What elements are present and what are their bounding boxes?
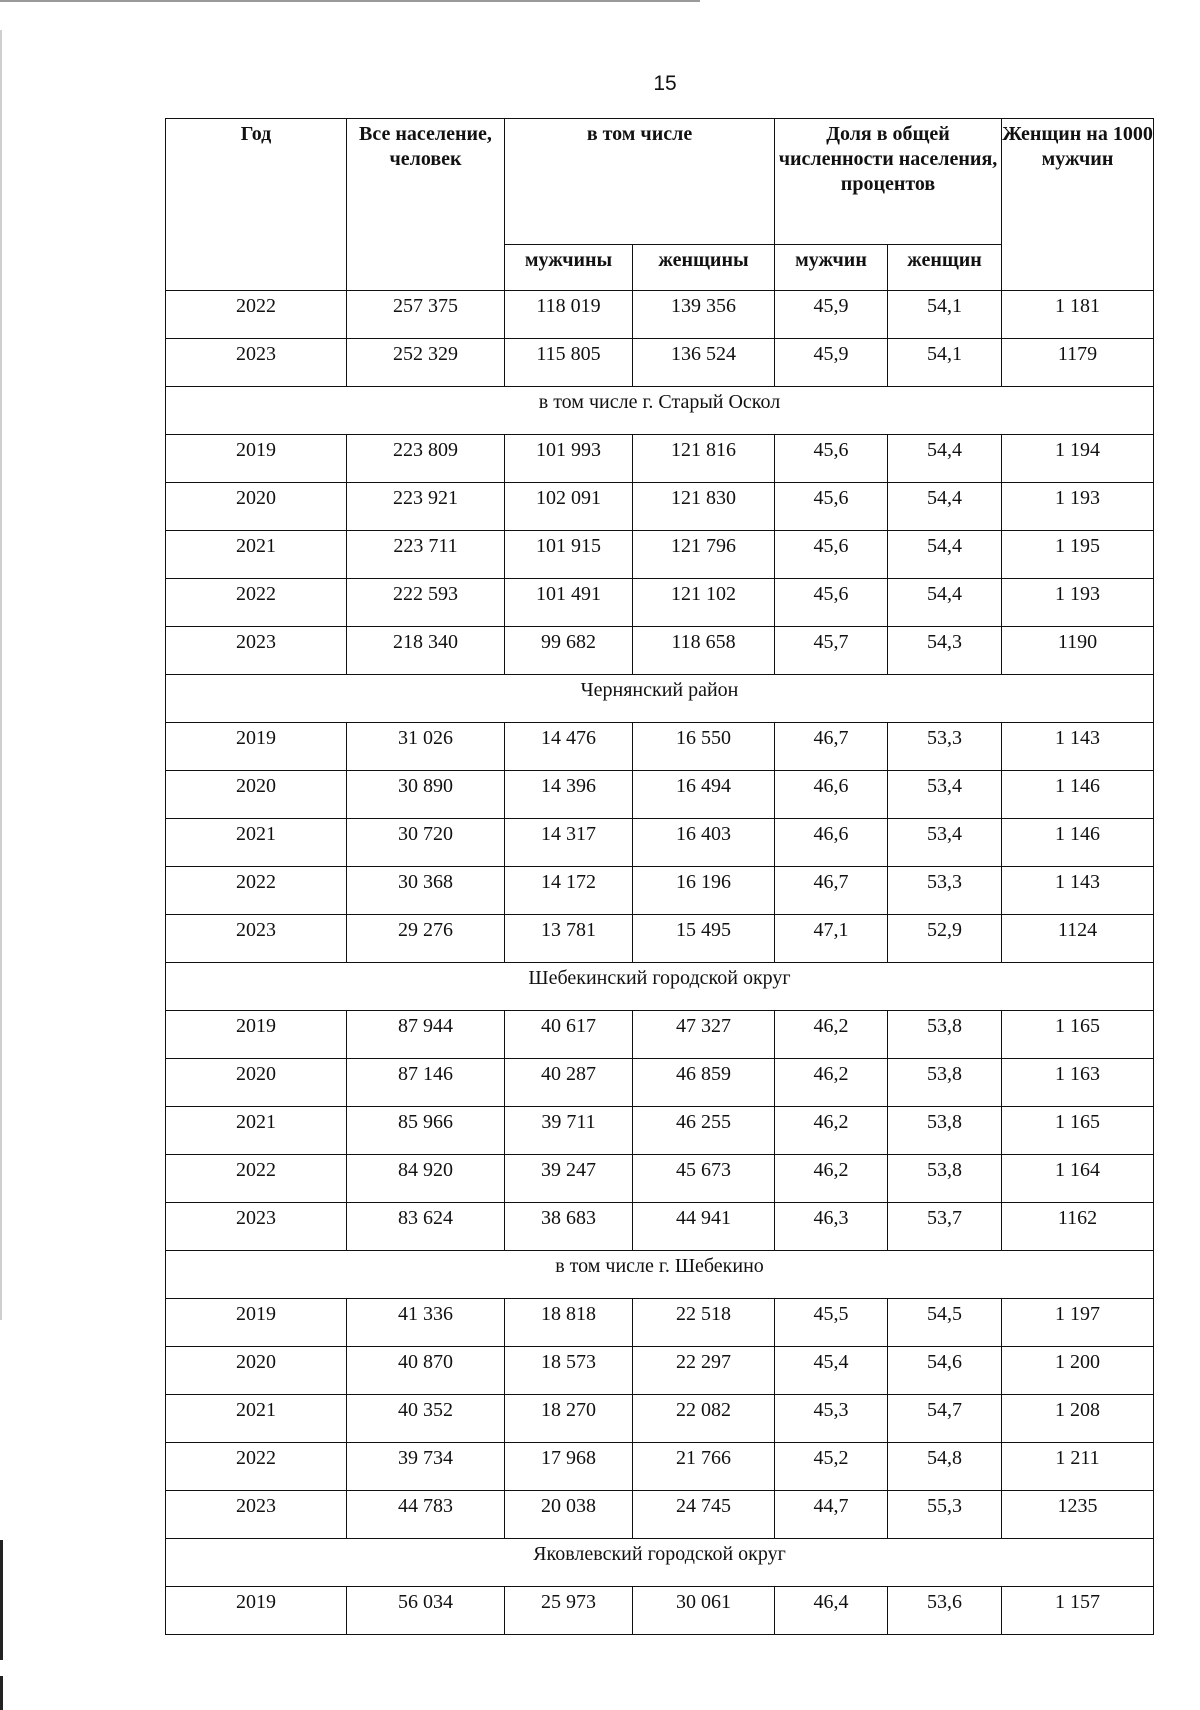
cell-men: 101 491 <box>505 579 633 627</box>
cell-total-population: 85 966 <box>347 1107 505 1155</box>
table-row <box>166 627 1154 675</box>
cell-men: 25 973 <box>505 1587 633 1635</box>
cell-total-population: 31 026 <box>347 723 505 771</box>
cell-total-population: 39 734 <box>347 1443 505 1491</box>
cell-men: 39 247 <box>505 1155 633 1203</box>
cell-total-population: 83 624 <box>347 1203 505 1251</box>
table-row <box>166 1011 1154 1059</box>
cell-share-men: 46,3 <box>775 1203 888 1251</box>
cell-share-women: 54,8 <box>888 1443 1002 1491</box>
table-row <box>166 1491 1154 1539</box>
scan-edge-top <box>0 0 700 2</box>
cell-men: 14 476 <box>505 723 633 771</box>
section-title: Яковлевский городской округ <box>166 1539 1154 1587</box>
cell-women-per-1000-men: 1 211 <box>1002 1443 1154 1491</box>
cell-year: 2023 <box>166 1491 347 1539</box>
cell-year: 2023 <box>166 339 347 387</box>
cell-total-population: 30 720 <box>347 819 505 867</box>
cell-women-per-1000-men: 1 143 <box>1002 867 1154 915</box>
cell-year: 2021 <box>166 1395 347 1443</box>
cell-year: 2019 <box>166 1011 347 1059</box>
cell-year: 2023 <box>166 627 347 675</box>
population-table <box>165 118 1154 1635</box>
cell-share-men: 45,6 <box>775 435 888 483</box>
cell-women-per-1000-men: 1 208 <box>1002 1395 1154 1443</box>
cell-share-men: 46,2 <box>775 1059 888 1107</box>
cell-share-women: 54,6 <box>888 1347 1002 1395</box>
cell-share-men: 46,7 <box>775 867 888 915</box>
cell-men: 14 396 <box>505 771 633 819</box>
cell-share-women: 54,5 <box>888 1299 1002 1347</box>
scan-binding-mark <box>0 1540 3 1660</box>
cell-share-men: 45,6 <box>775 579 888 627</box>
cell-women: 30 061 <box>633 1587 775 1635</box>
cell-share-women: 54,7 <box>888 1395 1002 1443</box>
cell-women: 47 327 <box>633 1011 775 1059</box>
cell-share-women: 53,3 <box>888 723 1002 771</box>
cell-men: 118 019 <box>505 291 633 339</box>
cell-men: 17 968 <box>505 1443 633 1491</box>
cell-year: 2021 <box>166 1107 347 1155</box>
cell-women: 121 796 <box>633 531 775 579</box>
cell-share-men: 45,3 <box>775 1395 888 1443</box>
section-row <box>166 963 1154 1011</box>
cell-year: 2023 <box>166 1203 347 1251</box>
cell-share-women: 55,3 <box>888 1491 1002 1539</box>
cell-share-men: 46,2 <box>775 1107 888 1155</box>
cell-year: 2019 <box>166 435 347 483</box>
cell-year: 2022 <box>166 579 347 627</box>
cell-total-population: 29 276 <box>347 915 505 963</box>
cell-share-women: 53,7 <box>888 1203 1002 1251</box>
cell-total-population: 40 870 <box>347 1347 505 1395</box>
table-row <box>166 1107 1154 1155</box>
scan-binding-mark <box>0 1676 3 1710</box>
cell-women: 118 658 <box>633 627 775 675</box>
cell-men: 40 617 <box>505 1011 633 1059</box>
cell-total-population: 40 352 <box>347 1395 505 1443</box>
cell-women: 46 255 <box>633 1107 775 1155</box>
cell-year: 2022 <box>166 1155 347 1203</box>
header-year: Год <box>166 119 347 291</box>
cell-women-per-1000-men: 1 163 <box>1002 1059 1154 1107</box>
cell-women-per-1000-men: 1235 <box>1002 1491 1154 1539</box>
cell-share-men: 45,2 <box>775 1443 888 1491</box>
cell-share-women: 54,4 <box>888 435 1002 483</box>
cell-total-population: 30 890 <box>347 771 505 819</box>
header-men: мужчины <box>505 245 633 291</box>
cell-women: 22 518 <box>633 1299 775 1347</box>
section-row <box>166 1251 1154 1299</box>
cell-share-men: 46,2 <box>775 1155 888 1203</box>
table-row <box>166 435 1154 483</box>
cell-total-population: 87 944 <box>347 1011 505 1059</box>
cell-men: 40 287 <box>505 1059 633 1107</box>
cell-share-women: 52,9 <box>888 915 1002 963</box>
cell-women-per-1000-men: 1 146 <box>1002 771 1154 819</box>
header-share-women: женщин <box>888 245 1002 291</box>
table-row <box>166 1155 1154 1203</box>
cell-men: 18 573 <box>505 1347 633 1395</box>
cell-share-men: 45,4 <box>775 1347 888 1395</box>
header-share-men: мужчин <box>775 245 888 291</box>
cell-total-population: 56 034 <box>347 1587 505 1635</box>
cell-share-women: 54,4 <box>888 483 1002 531</box>
cell-women: 22 297 <box>633 1347 775 1395</box>
cell-total-population: 223 809 <box>347 435 505 483</box>
cell-share-women: 54,4 <box>888 531 1002 579</box>
table-row <box>166 867 1154 915</box>
cell-total-population: 218 340 <box>347 627 505 675</box>
cell-women: 121 102 <box>633 579 775 627</box>
cell-women: 139 356 <box>633 291 775 339</box>
cell-women-per-1000-men: 1 194 <box>1002 435 1154 483</box>
table-row <box>166 483 1154 531</box>
cell-women: 44 941 <box>633 1203 775 1251</box>
section-title: Шебекинский городской округ <box>166 963 1154 1011</box>
cell-women-per-1000-men: 1190 <box>1002 627 1154 675</box>
cell-total-population: 252 329 <box>347 339 505 387</box>
section-row <box>166 1539 1154 1587</box>
cell-women: 16 196 <box>633 867 775 915</box>
table-row <box>166 915 1154 963</box>
cell-women: 121 816 <box>633 435 775 483</box>
header-women: женщины <box>633 245 775 291</box>
cell-women-per-1000-men: 1 165 <box>1002 1011 1154 1059</box>
cell-men: 115 805 <box>505 339 633 387</box>
cell-men: 14 317 <box>505 819 633 867</box>
cell-total-population: 41 336 <box>347 1299 505 1347</box>
cell-women: 22 082 <box>633 1395 775 1443</box>
cell-women-per-1000-men: 1 193 <box>1002 483 1154 531</box>
cell-women-per-1000-men: 1124 <box>1002 915 1154 963</box>
header-total-population: Все население, человек <box>347 119 505 291</box>
cell-men: 102 091 <box>505 483 633 531</box>
cell-women-per-1000-men: 1179 <box>1002 339 1154 387</box>
cell-share-men: 44,7 <box>775 1491 888 1539</box>
table-row <box>166 819 1154 867</box>
table-row <box>166 1395 1154 1443</box>
cell-women-per-1000-men: 1 165 <box>1002 1107 1154 1155</box>
table-row <box>166 1203 1154 1251</box>
section-title: в том числе г. Старый Оскол <box>166 387 1154 435</box>
cell-women-per-1000-men: 1 146 <box>1002 819 1154 867</box>
section-title: в том числе г. Шебекино <box>166 1251 1154 1299</box>
cell-women: 24 745 <box>633 1491 775 1539</box>
table-row <box>166 1443 1154 1491</box>
cell-share-women: 53,6 <box>888 1587 1002 1635</box>
cell-women-per-1000-men: 1 200 <box>1002 1347 1154 1395</box>
table-row <box>166 1299 1154 1347</box>
cell-men: 18 818 <box>505 1299 633 1347</box>
section-row <box>166 387 1154 435</box>
cell-year: 2021 <box>166 531 347 579</box>
header-women-per-1000-men: Женщин на 1000 мужчин <box>1002 119 1154 291</box>
page-number: 15 <box>653 72 677 95</box>
section-title: Чернянский район <box>166 675 1154 723</box>
cell-share-men: 45,6 <box>775 483 888 531</box>
cell-share-women: 54,1 <box>888 339 1002 387</box>
cell-women: 136 524 <box>633 339 775 387</box>
cell-men: 99 682 <box>505 627 633 675</box>
cell-share-women: 54,1 <box>888 291 1002 339</box>
cell-year: 2019 <box>166 723 347 771</box>
cell-women-per-1000-men: 1 197 <box>1002 1299 1154 1347</box>
cell-women: 21 766 <box>633 1443 775 1491</box>
cell-year: 2019 <box>166 1587 347 1635</box>
table-row <box>166 339 1154 387</box>
table-row <box>166 579 1154 627</box>
cell-women-per-1000-men: 1 164 <box>1002 1155 1154 1203</box>
table-row <box>166 771 1154 819</box>
cell-men: 38 683 <box>505 1203 633 1251</box>
cell-share-women: 54,3 <box>888 627 1002 675</box>
cell-women: 16 550 <box>633 723 775 771</box>
table-row <box>166 1059 1154 1107</box>
cell-men: 101 993 <box>505 435 633 483</box>
cell-total-population: 223 921 <box>347 483 505 531</box>
cell-women-per-1000-men: 1 157 <box>1002 1587 1154 1635</box>
cell-year: 2020 <box>166 1347 347 1395</box>
cell-year: 2020 <box>166 1059 347 1107</box>
cell-share-women: 53,8 <box>888 1011 1002 1059</box>
cell-share-women: 53,8 <box>888 1155 1002 1203</box>
cell-women-per-1000-men: 1 181 <box>1002 291 1154 339</box>
cell-women: 121 830 <box>633 483 775 531</box>
cell-men: 101 915 <box>505 531 633 579</box>
cell-total-population: 84 920 <box>347 1155 505 1203</box>
table-header <box>166 119 1154 291</box>
header-including: в том числе <box>505 119 775 245</box>
cell-year: 2023 <box>166 915 347 963</box>
cell-total-population: 87 146 <box>347 1059 505 1107</box>
cell-total-population: 223 711 <box>347 531 505 579</box>
cell-year: 2022 <box>166 1443 347 1491</box>
table-row <box>166 1587 1154 1635</box>
cell-men: 20 038 <box>505 1491 633 1539</box>
cell-share-women: 53,8 <box>888 1107 1002 1155</box>
cell-women-per-1000-men: 1 193 <box>1002 579 1154 627</box>
cell-women: 16 403 <box>633 819 775 867</box>
cell-share-men: 46,7 <box>775 723 888 771</box>
cell-total-population: 44 783 <box>347 1491 505 1539</box>
cell-share-men: 45,9 <box>775 291 888 339</box>
cell-women: 45 673 <box>633 1155 775 1203</box>
cell-share-men: 46,4 <box>775 1587 888 1635</box>
cell-share-men: 45,5 <box>775 1299 888 1347</box>
cell-share-women: 53,8 <box>888 1059 1002 1107</box>
scan-edge-left <box>0 30 2 1320</box>
table-row <box>166 1347 1154 1395</box>
section-row <box>166 675 1154 723</box>
cell-year: 2022 <box>166 867 347 915</box>
cell-men: 13 781 <box>505 915 633 963</box>
cell-share-women: 53,4 <box>888 771 1002 819</box>
cell-share-men: 47,1 <box>775 915 888 963</box>
cell-women: 16 494 <box>633 771 775 819</box>
table-row <box>166 723 1154 771</box>
cell-total-population: 257 375 <box>347 291 505 339</box>
cell-share-men: 45,9 <box>775 339 888 387</box>
cell-share-women: 53,4 <box>888 819 1002 867</box>
cell-share-men: 45,7 <box>775 627 888 675</box>
cell-share-men: 46,2 <box>775 1011 888 1059</box>
cell-year: 2021 <box>166 819 347 867</box>
cell-share-women: 53,3 <box>888 867 1002 915</box>
cell-year: 2019 <box>166 1299 347 1347</box>
cell-men: 18 270 <box>505 1395 633 1443</box>
cell-women-per-1000-men: 1 143 <box>1002 723 1154 771</box>
cell-share-men: 46,6 <box>775 819 888 867</box>
cell-men: 39 711 <box>505 1107 633 1155</box>
cell-women-per-1000-men: 1162 <box>1002 1203 1154 1251</box>
cell-women: 46 859 <box>633 1059 775 1107</box>
cell-share-women: 54,4 <box>888 579 1002 627</box>
cell-total-population: 222 593 <box>347 579 505 627</box>
table-row <box>166 531 1154 579</box>
cell-total-population: 30 368 <box>347 867 505 915</box>
cell-year: 2020 <box>166 771 347 819</box>
cell-year: 2020 <box>166 483 347 531</box>
table-row <box>166 291 1154 339</box>
cell-share-men: 46,6 <box>775 771 888 819</box>
header-share: Доля в общей численности населения, процентов <box>775 119 1002 245</box>
cell-year: 2022 <box>166 291 347 339</box>
cell-share-men: 45,6 <box>775 531 888 579</box>
cell-women: 15 495 <box>633 915 775 963</box>
table-body <box>166 291 1154 1635</box>
cell-men: 14 172 <box>505 867 633 915</box>
cell-women-per-1000-men: 1 195 <box>1002 531 1154 579</box>
